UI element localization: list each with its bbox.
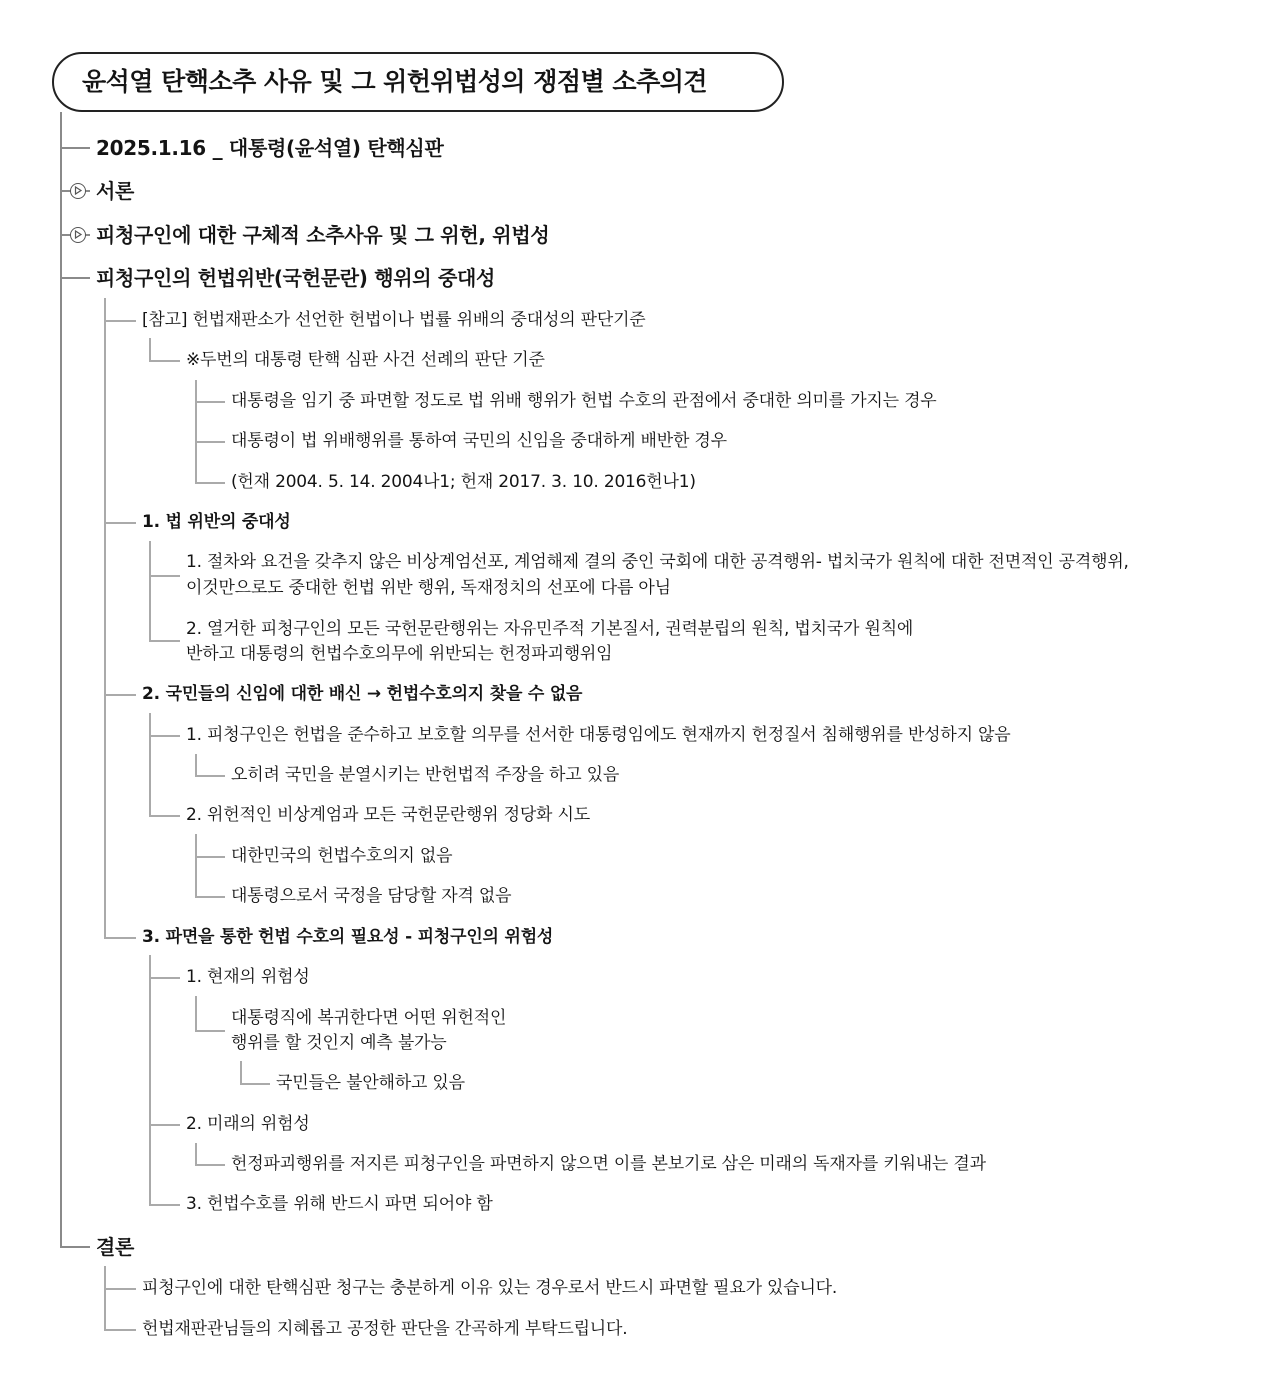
list-item[interactable]: 1. 현재의 위험성	[186, 967, 310, 988]
criteria-item[interactable]: 대통령을 임기 중 파면할 정도로 법 위배 행위가 헌법 수호의 관점에서 중대한 의미를 가지는 경우	[231, 391, 937, 412]
connector	[195, 856, 225, 858]
connector	[104, 522, 136, 524]
trunk-line	[60, 112, 62, 1240]
connector	[104, 937, 136, 939]
connector	[104, 1329, 136, 1331]
branch-line	[149, 541, 151, 641]
section-danger[interactable]: 3. 파면을 통한 헌법 수호의 필요성 - 피청구인의 위험성	[142, 927, 554, 948]
connector	[60, 277, 90, 279]
branch-line	[195, 996, 197, 1031]
expand-icon[interactable]	[70, 183, 86, 199]
connector	[195, 896, 225, 898]
connector	[149, 640, 180, 642]
central-topic-title: 윤석열 탄핵소추 사유 및 그 위헌위법성의 쟁점별 소추의견	[82, 67, 708, 96]
topic-grounds[interactable]: 피청구인에 대한 구체적 소추사유 및 그 위헌, 위법성	[96, 223, 550, 247]
connector	[195, 441, 225, 443]
connector	[104, 1288, 136, 1290]
list-item[interactable]: 오히려 국민을 분열시키는 반헌법적 주장을 하고 있음	[231, 765, 620, 786]
criteria-item[interactable]: 대통령이 법 위배행위를 통하여 국민의 신임을 중대하게 배반한 경우	[231, 431, 727, 452]
list-item[interactable]: 2. 열거한 피청구인의 모든 국헌문란행위는 자유민주적 기본질서, 권력분립의 원칙, 법치국가 원칙에	[186, 619, 914, 640]
expand-icon[interactable]	[70, 227, 86, 243]
branch-line	[195, 1143, 197, 1165]
list-item[interactable]: 2. 미래의 위험성	[186, 1114, 310, 1135]
list-item[interactable]: 대통령직에 복귀한다면 어떤 위헌적인	[231, 1008, 507, 1029]
precedent-node[interactable]: ※두번의 대통령 탄핵 심판 사건 선례의 판단 기준	[186, 350, 545, 371]
list-item[interactable]: 국민들은 불안해하고 있음	[276, 1073, 465, 1094]
central-topic[interactable]	[52, 52, 784, 112]
conclusion-item[interactable]: 헌법재판관님들의 지혜롭고 공정한 판단을 간곡하게 부탁드립니다.	[142, 1319, 628, 1340]
connector	[149, 575, 180, 577]
connector	[240, 1083, 270, 1085]
list-item-cont: 이것만으로도 중대한 헌법 위반 행위, 독재정치의 선포에 다름 아님	[186, 578, 671, 599]
connector	[60, 147, 90, 149]
connector	[149, 815, 180, 817]
branch-line	[104, 298, 106, 939]
connector	[195, 401, 225, 403]
list-item[interactable]: 1. 절차와 요건을 갖추지 않은 비상계엄선포, 계엄해제 결의 중인 국회에 대한 공격행위- 법치국가 원칙에 대한 전면적인 공격행위,	[186, 552, 1129, 573]
section-betrayal[interactable]: 2. 국민들의 신임에 대한 배신 → 헌법수호의지 찾을 수 없음	[142, 684, 583, 705]
section-law-violation[interactable]: 1. 법 위반의 중대성	[142, 512, 291, 533]
connector	[149, 1124, 180, 1126]
criteria-item[interactable]: (헌재 2004. 5. 14. 2004나1; 헌재 2017. 3. 10. 2016헌나1)	[231, 472, 696, 493]
list-item[interactable]: 3. 헌법수호를 위해 반드시 파면 되어야 함	[186, 1194, 493, 1215]
list-item[interactable]: 헌정파괴행위를 저지른 피청구인을 파면하지 않으면 이를 본보기로 삼은 미래의 독재자를 키워내는 결과	[231, 1154, 986, 1175]
list-item-cont: 반하고 대통령의 헌법수호의무에 위반되는 헌정파괴행위임	[186, 644, 613, 665]
branch-line	[195, 834, 197, 897]
branch-line	[149, 955, 151, 1205]
connector	[149, 360, 180, 362]
connector	[60, 1246, 90, 1248]
topic-date[interactable]: 2025.1.16 _ 대통령(윤석열) 탄핵심판	[96, 136, 444, 160]
list-item[interactable]: 대통령으로서 국정을 담당할 자격 없음	[231, 886, 512, 907]
branch-line	[149, 713, 151, 816]
conclusion-item[interactable]: 피청구인에 대한 탄핵심판 청구는 충분하게 이유 있는 경우로서 반드시 파면할 필요가 있습니다.	[142, 1278, 838, 1299]
list-item-cont: 행위를 할 것인지 예측 불가능	[231, 1033, 447, 1054]
list-item[interactable]: 대한민국의 헌법수호의지 없음	[231, 846, 453, 867]
branch-line	[240, 1061, 242, 1084]
branch-line	[195, 754, 197, 776]
connector	[195, 482, 225, 484]
topic-introduction[interactable]: 서론	[96, 179, 135, 203]
list-item[interactable]: 1. 피청구인은 헌법을 준수하고 보호할 의무를 선서한 대통령임에도 현재까지 헌정질서 침해행위를 반성하지 않음	[186, 725, 1011, 746]
connector	[195, 1164, 225, 1166]
branch-line	[149, 338, 151, 361]
branch-line	[195, 380, 197, 483]
connector	[104, 694, 136, 696]
branch-line	[104, 1266, 106, 1330]
connector	[149, 977, 180, 979]
topic-conclusion[interactable]: 결론	[96, 1235, 135, 1259]
connector	[104, 320, 136, 322]
connector	[149, 735, 180, 737]
connector	[149, 1204, 180, 1206]
reference-node[interactable]: [참고] 헌법재판소가 선언한 헌법이나 법률 위배의 중대성의 판단기준	[142, 310, 646, 331]
connector	[195, 775, 225, 777]
topic-gravity[interactable]: 피청구인의 헌법위반(국헌문란) 행위의 중대성	[96, 266, 496, 290]
list-item[interactable]: 2. 위헌적인 비상계엄과 모든 국헌문란행위 정당화 시도	[186, 805, 590, 826]
connector	[195, 1030, 225, 1032]
connector	[60, 1238, 62, 1248]
